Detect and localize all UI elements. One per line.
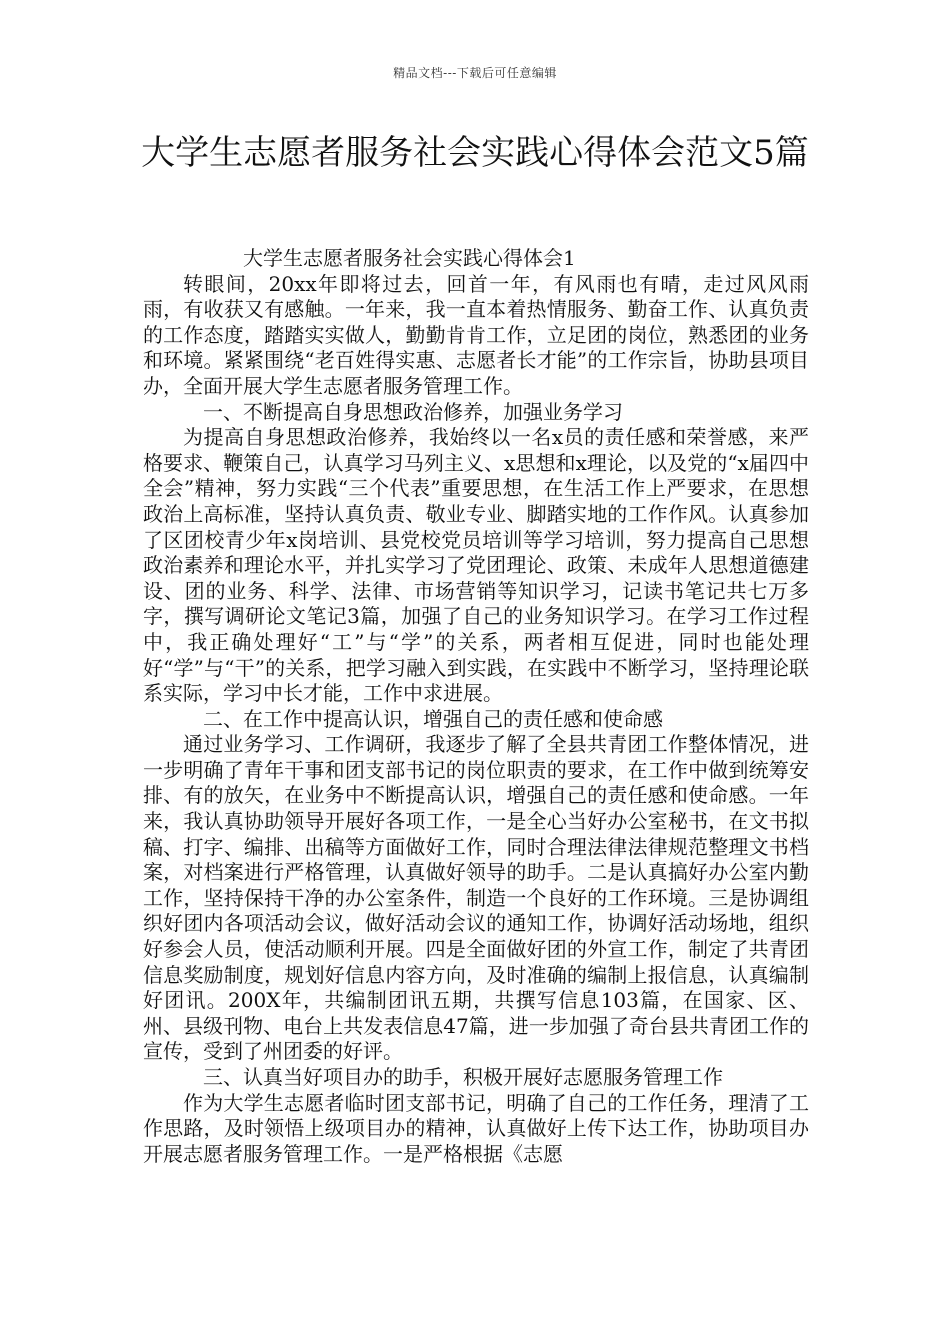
document-title: 大学生志愿者服务社会实践心得体会范文5篇 — [141, 133, 809, 173]
section-heading: 三、认真当好项目办的助手，积极开展好志愿服务管理工作 — [203, 1065, 723, 1089]
body-paragraph: 作为大学生志愿者临时团支部书记，明确了自己的工作任务，理清了工作思路，及时领悟上级项目办的精神，认真做好上传下达工作，协助项目办开展志愿者服务管理工作。一是严格根据《志愿 — [143, 1090, 809, 1166]
body-paragraph: 转眼间，20xx年即将过去，回首一年，有风雨也有晴，走过风风雨雨，有收获又有感触。一年来，我一直本着热情服务、勤奋工作、认真负责的工作态度，踏踏实实做人，勤勤肯肯工作，立足团的岗位，熟悉团的业务和环境。紧紧围绕“老百姓得实惠、志愿者长才能”的工作宗旨，协助县项目办，全面开展大学生志愿者服务管理工作。 — [143, 271, 809, 398]
header-note: 精品文档---下载后可任意编辑 — [393, 66, 557, 80]
section-heading: 一、不断提高自身思想政治修养，加强业务学习 — [203, 399, 623, 424]
body-paragraph: 通过业务学习、工作调研，我逐步了解了全县共青团工作整体情况，进一步明确了青年干事和团支部书记的岗位职责的要求，在工作中做到统筹安排、有的放矢，在业务中不断提高认识，增强自己的责任感和使命感。一年来，我认真协助领导开展好各项工作，一是全心当好办公室秘书，在文书拟稿、打字、编排、出稿等方面做好工作，同时合理法律法律规范整理文书档案，对档案进行严格管理，认真做好领导的助手。二是认真搞好办公室内勤工作，坚持保持干净的办公室条件，制造一个良好的工作环境。三是协调组织好团内各项活动会议，做好活动会议的通知工作，协调好活动场地，组织好参会人员，使活动顺利开展。四是全面做好团的外宣工作，制定了共青团信息奖励制度，规划好信息内容方向，及时准确的编制上报信息，认真编制好团讯。200X年，共编制团讯五期，共撰写信息103篇，在国家、区、州、县级刊物、电台上共发表信息47篇，进一步加强了奇台县共青团工作的宣传，受到了州团委的好评。 — [143, 732, 809, 1064]
body-paragraph: 为提高自身思想政治修养，我始终以一名x员的责任感和荣誉感，来严格要求、鞭策自己，认真学习马列主义、x思想和x理论，以及党的“x届四中全会”精神，努力实践“三个代表”重要思想，在生活工作上严要求，在思想政治上高标准，坚持认真负责、敬业专业、脚踏实地的工作作风。认真参加了区团校青少年x岗培训、县党校党员培训等学习培训，努力提高自己思想政治素养和理论水平，并扎实学习了党团理论、政策、未成年人思想道德建设、团的业务、科学、法律、市场营销等知识学习，记读书笔记共七万多字，撰写调研论文笔记3篇，加强了自己的业务知识学习。在学习工作过程中，我正确处理好“工”与“学”的关系，两者相互促进，同时也能处理好“学”与“干”的关系，把学习融入到实践，在实践中不断学习，坚持理论联系实际，学习中长才能，工作中求进展。 — [143, 425, 809, 706]
section-heading: 二、在工作中提高认识，增强自己的责任感和使命感 — [203, 706, 663, 731]
article-subtitle: 大学生志愿者服务社会实践心得体会1 — [243, 246, 576, 270]
document-body — [143, 246, 809, 1167]
